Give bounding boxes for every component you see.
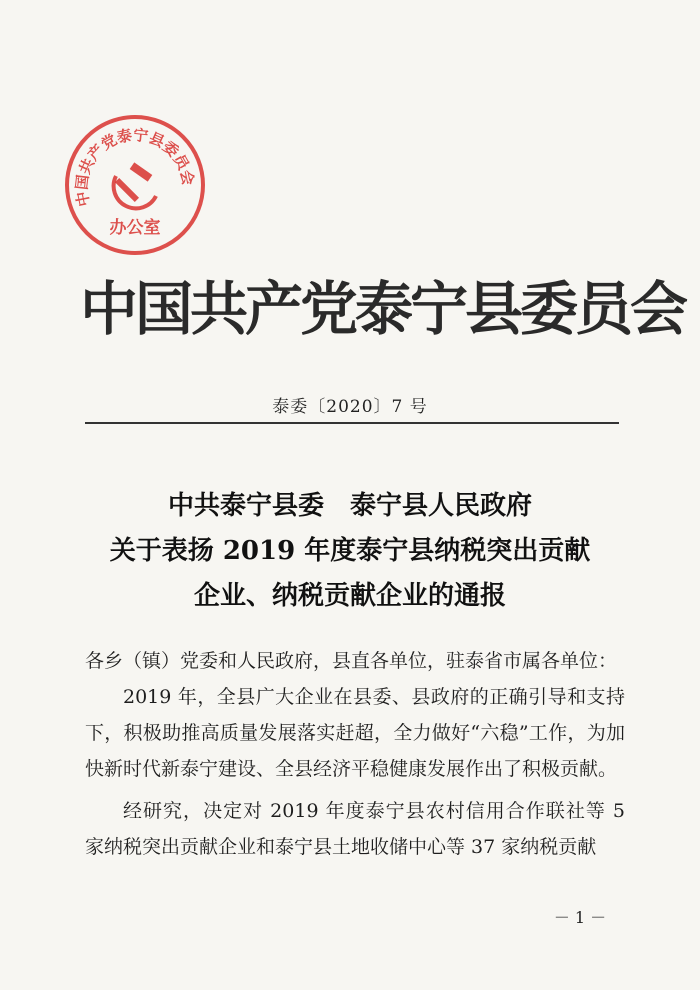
header-divider: [85, 422, 619, 424]
seal-graphic: [60, 110, 210, 260]
svg-text:中国共产党泰宁县委员会: 中国共产党泰宁县委员会: [72, 125, 198, 209]
notice-title-line-1: [60, 484, 640, 529]
notice-title-line-2: 关于表扬 2019 年度泰宁县纳税突出贡献: [109, 536, 591, 566]
salutation: 各乡（镇）党委和人民政府，县直各单位，驻泰省市属各单位：: [85, 650, 618, 672]
document-number: 泰委〔2020〕7 号: [272, 397, 428, 417]
issuing-organization-title: 中国共产党泰宁县委员会: [80, 275, 686, 343]
body-paragraph-1: 2019 年，全县广大企业在县委、县政府的正确引导和支持下，积极助推高质量发展落实赶超，全力做好“六稳”工作，为加快新时代新泰宁建设、全县经济平稳健康发展作出了积极贡献。: [85, 686, 625, 780]
seal-inner-text: 办公室: [109, 218, 161, 238]
official-seal: [60, 110, 210, 260]
page-number: － 1 －: [553, 908, 607, 927]
issuer-county-government: 泰宁县人民政府: [350, 491, 533, 521]
document-body: [85, 643, 625, 865]
issuer-party-committee: 中共泰宁县委: [167, 491, 324, 521]
notice-title-line-3: 企业、纳税贡献企业的通报: [193, 581, 506, 611]
notice-title: [60, 484, 640, 619]
body-paragraph-2: 经研究，决定对 2019 年度泰宁县农村信用合作联社等 5 家纳税突出贡献企业和泰宁县土地收储中心等 37 家纳税贡献: [85, 800, 625, 858]
